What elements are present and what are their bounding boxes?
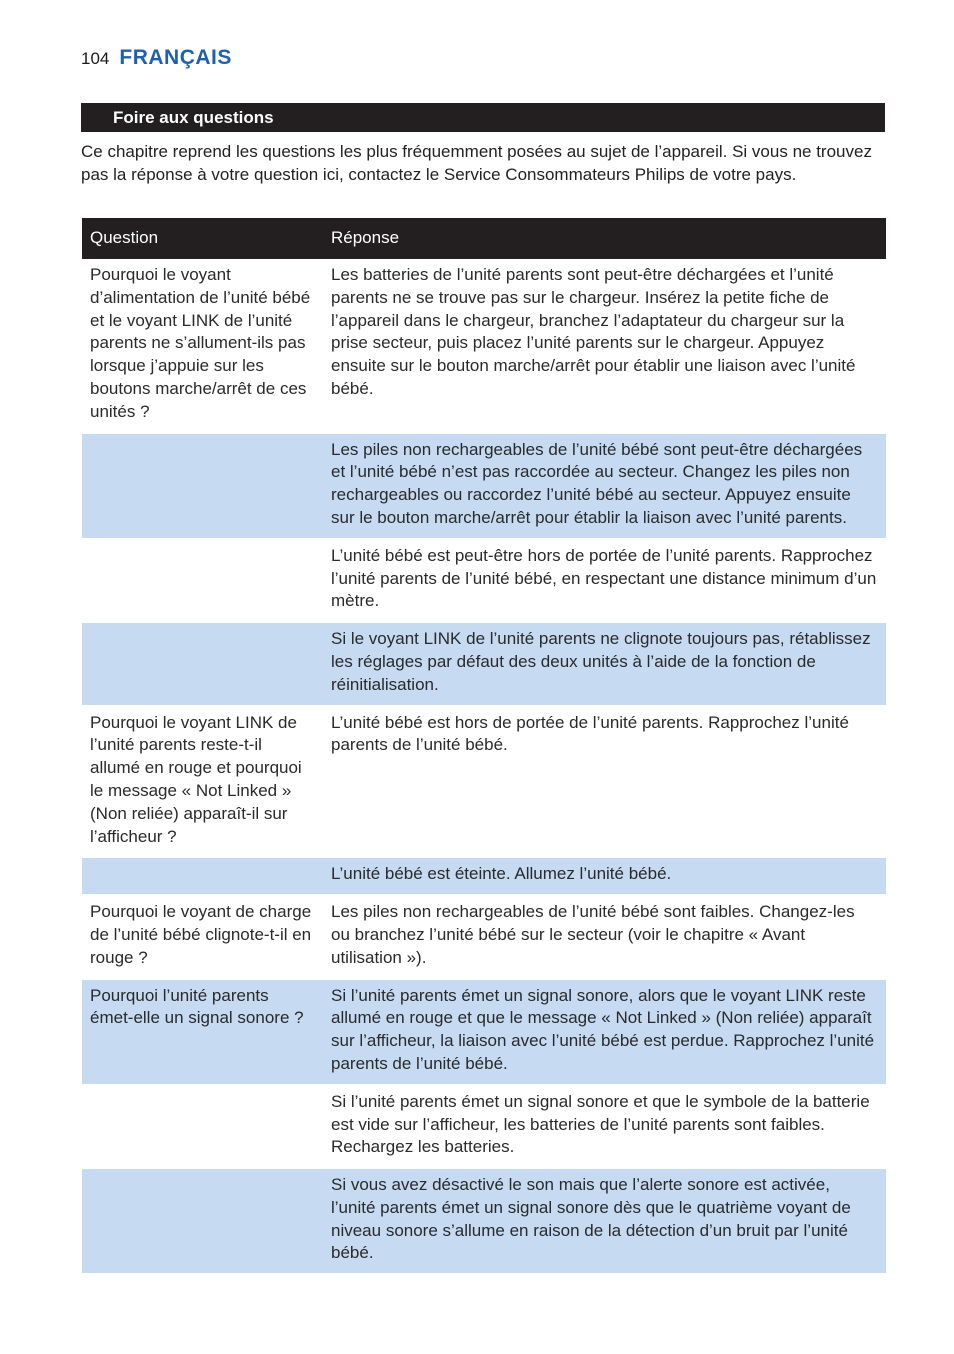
table-row xyxy=(82,623,886,706)
answer-cell: L’unité bébé est peut-être hors de portée de l’unité parents. Rapprochez l’unité parents de l’unité bébé, en respectant une distance minimum d’un mètre. xyxy=(323,540,886,623)
question-cell: Pourquoi le voyant de charge de l’unité bébé clignote-t-il en rouge ? xyxy=(82,896,323,979)
question-cell xyxy=(82,623,323,706)
question-cell xyxy=(82,1169,323,1275)
table-row xyxy=(82,858,886,896)
column-header-question: Question xyxy=(82,218,323,259)
faq-table xyxy=(82,218,886,1275)
table-row xyxy=(82,259,886,434)
answer-cell: Les piles non rechargeables de l’unité bébé sont faibles. Changez-les ou branchez l’unité bébé sur le secteur (voir le chapitre « Avant utilisation »). xyxy=(323,896,886,979)
language-title: FRANÇAIS xyxy=(119,46,232,69)
answer-cell: L’unité bébé est éteinte. Allumez l’unité bébé. xyxy=(323,858,886,896)
table-row xyxy=(82,540,886,623)
table-row xyxy=(82,1169,886,1275)
answer-cell: Si l’unité parents émet un signal sonore et que le symbole de la batterie est vide sur l’afficheur, les batteries de l’unité parents sont faibles. Rechargez les batteries. xyxy=(323,1086,886,1169)
intro-paragraph: Ce chapitre reprend les questions les plus fréquemment posées au sujet de l’appareil. Si vous ne trouvez pas la réponse à votre question ici, contactez le Service Consommateurs Philips de votre pays. xyxy=(81,142,872,184)
answer-cell: Les piles non rechargeables de l’unité bébé sont peut-être déchargées et l’unité bébé n’est pas raccordée au secteur. Changez les piles non rechargeables ou raccordez l’unité bébé au secteur. Appuyez ensuite sur le bouton marche/arrêt pour établir la liaison avec l’unité parents. xyxy=(323,434,886,540)
section-title: Foire aux questions xyxy=(81,103,885,132)
table-row xyxy=(82,896,886,979)
question-cell xyxy=(82,1086,323,1169)
table-row xyxy=(82,434,886,540)
table-row xyxy=(82,707,886,859)
question-cell: Pourquoi le voyant d’alimentation de l’unité bébé et le voyant LINK de l’unité parents ne s’allument-ils pas lorsque j’appuie sur les boutons marche/arrêt de ces unités ? xyxy=(82,259,323,434)
question-cell: Pourquoi l’unité parents émet-elle un signal sonore ? xyxy=(82,980,323,1086)
answer-cell: Si vous avez désactivé le son mais que l’alerte sonore est activée, l’unité parents émet un signal sonore dès que le quatrième voyant de niveau sonore s’allume en raison de la détection d’un bruit par l’unité bébé. xyxy=(323,1169,886,1275)
question-cell xyxy=(82,434,323,540)
page-header xyxy=(81,46,232,76)
answer-cell: Si l’unité parents émet un signal sonore, alors que le voyant LINK reste allumé en rouge et que le message « Not Linked » (Non reliée) apparaît sur l’afficheur, la liaison avec l’unité bébé est perdue. Rapprochez l’unité parents de l’unité bébé. xyxy=(323,980,886,1086)
question-cell xyxy=(82,540,323,623)
table-header-row xyxy=(82,218,886,259)
table-row xyxy=(82,1086,886,1169)
page-number: 104 xyxy=(81,49,110,68)
question-cell xyxy=(82,858,323,896)
column-header-answer: Réponse xyxy=(323,218,886,259)
answer-cell: Si le voyant LINK de l’unité parents ne clignote toujours pas, rétablissez les réglages par défaut des deux unités à l’aide de la fonction de réinitialisation. xyxy=(323,623,886,706)
question-cell: Pourquoi le voyant LINK de l’unité parents reste-t-il allumé en rouge et pourquoi le message « Not Linked » (Non reliée) apparaît-il sur l’afficheur ? xyxy=(82,707,323,859)
answer-cell: L’unité bébé est hors de portée de l’unité parents. Rapprochez l’unité parents de l’unité bébé. xyxy=(323,707,886,859)
answer-cell: Les batteries de l’unité parents sont peut-être déchargées et l’unité parents ne se trouve pas sur le chargeur. Insérez la petite fiche de l’appareil dans le chargeur, branchez l’adaptateur du chargeur sur la prise secteur, puis placez l’unité parents sur le chargeur. Appuyez ensuite sur le bouton marche/arrêt pour établir une liaison avec l’unité bébé. xyxy=(323,259,886,434)
faq-table-body xyxy=(82,259,886,1275)
table-row xyxy=(82,980,886,1086)
